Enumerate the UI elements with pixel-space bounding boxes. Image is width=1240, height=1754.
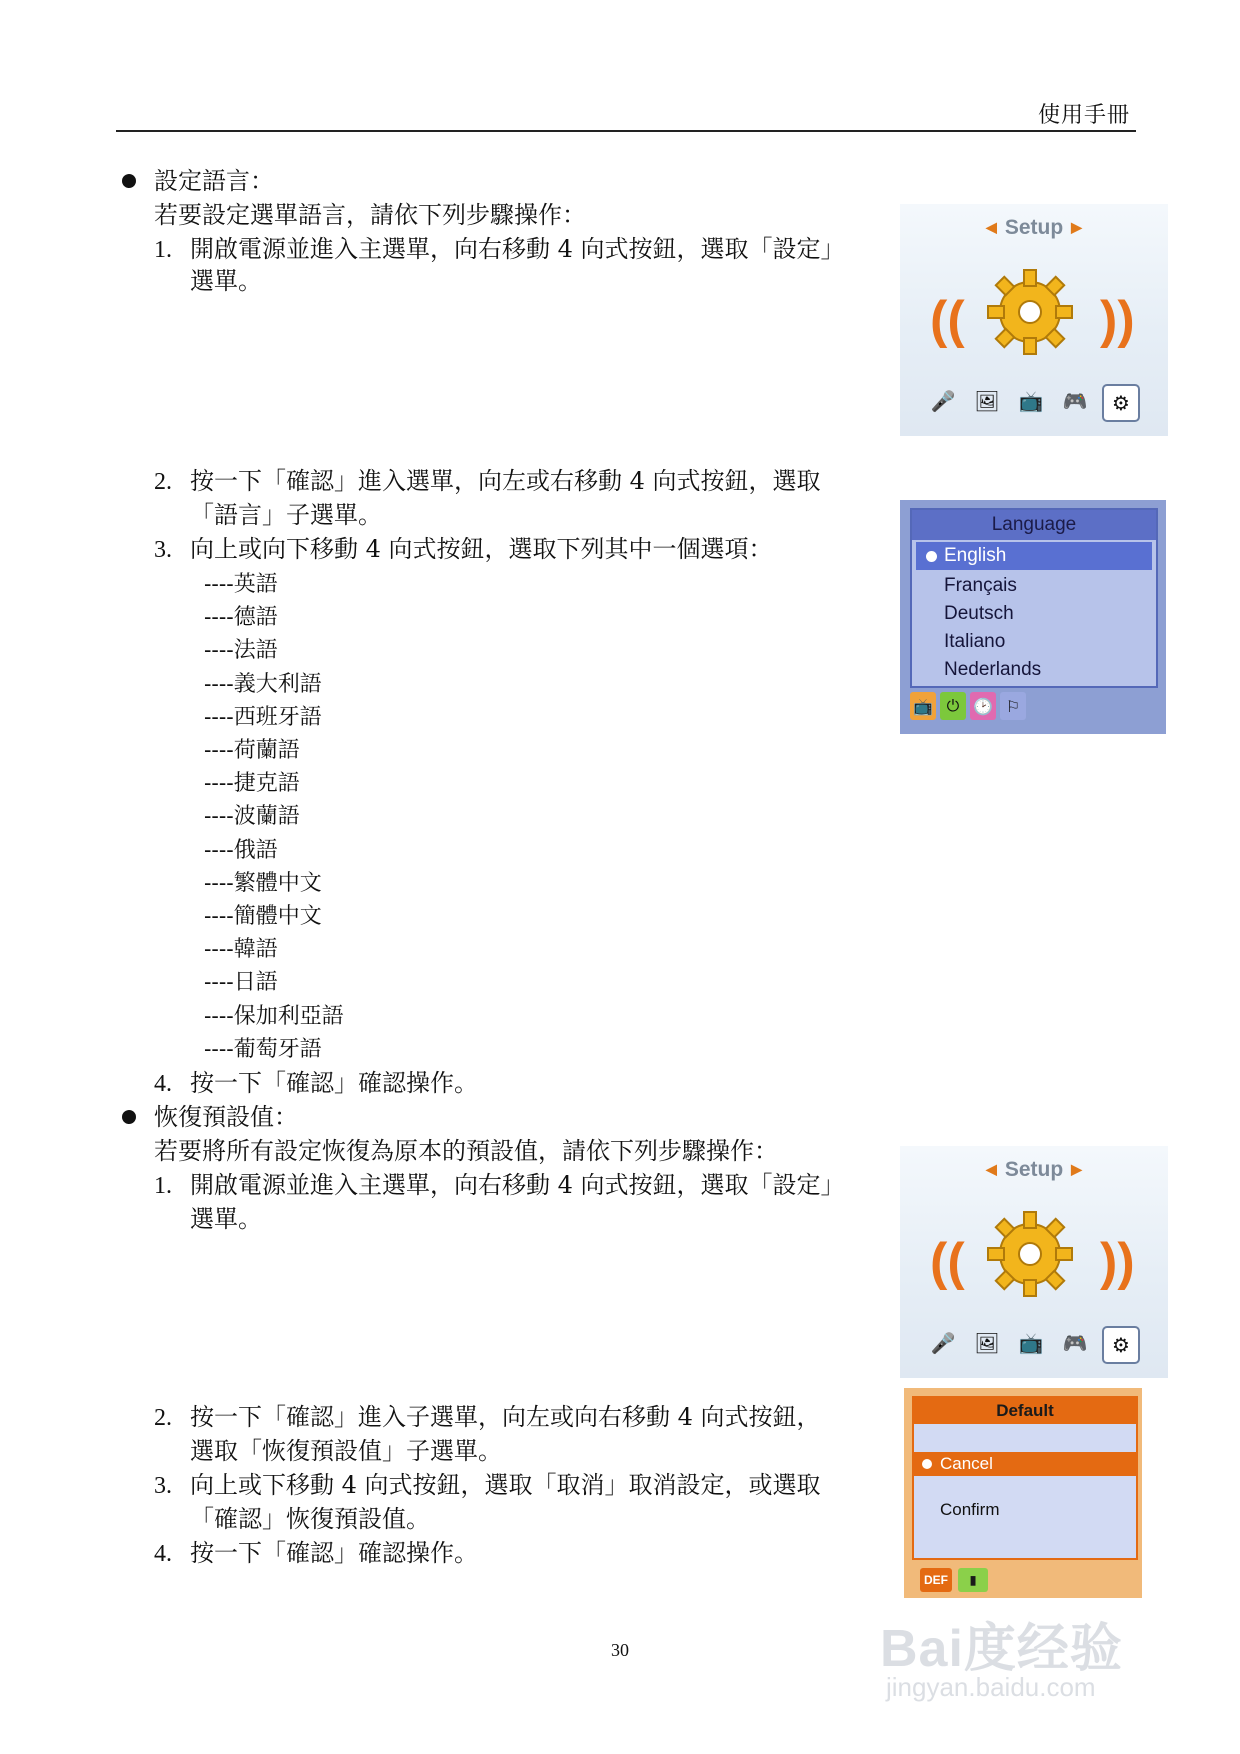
picture-icon: 🖼 xyxy=(974,389,1000,413)
setup-icon-row xyxy=(926,1326,1140,1364)
def-icon: DEF xyxy=(920,1568,952,1592)
language-option: ----繁體中文 xyxy=(204,870,322,896)
s1-step3-line1 xyxy=(154,532,773,567)
language-option: ----日語 xyxy=(204,970,278,996)
language-screen-image xyxy=(900,500,1166,734)
step-text: 按一下「確認」確認操作。 xyxy=(190,1069,478,1097)
language-option-list xyxy=(204,568,344,1066)
header-rule xyxy=(116,130,1136,132)
left-bracket-icon: (( xyxy=(930,291,965,349)
step-text: 按一下「確認」進入子選單，向左或向右移動 4 向式按鈕， xyxy=(190,1403,821,1431)
right-bracket-icon: )) xyxy=(1100,1233,1135,1291)
bullet-icon xyxy=(122,1110,136,1124)
setup-icon-row xyxy=(926,384,1140,422)
setup-title-text: Setup xyxy=(1004,1158,1064,1181)
watermark-url: jingyan.baidu.com xyxy=(886,1672,1096,1702)
setup-screen-image xyxy=(900,1146,1168,1378)
language-option: ----捷克語 xyxy=(204,771,300,797)
clock-screen-icon: 🕑 xyxy=(970,692,996,720)
language-option: ----葡萄牙語 xyxy=(204,1036,322,1062)
s1-step1-line1 xyxy=(154,232,845,267)
tv-icon: 📺 xyxy=(910,692,936,720)
language-screen-option: English xyxy=(916,542,1152,570)
setup-screen-title xyxy=(900,216,1168,240)
s2-step2-line1 xyxy=(154,1400,821,1435)
step-text: 開啟電源並進入主選單，向右移動 4 向式按鈕，選取「設定」 xyxy=(190,235,845,263)
language-option: ----法語 xyxy=(204,638,278,664)
tv-icon: 📺 xyxy=(1018,1331,1044,1355)
gear-icon xyxy=(980,1204,1080,1304)
setup-screen-image xyxy=(900,204,1168,436)
language-option: ----保加利亞語 xyxy=(204,1003,344,1029)
left-arrow-icon: ◀ xyxy=(986,219,997,235)
language-footer-icons xyxy=(910,692,1026,720)
left-bracket-icon: (( xyxy=(930,1233,965,1291)
gear-icon xyxy=(980,262,1080,362)
gear-icon: ⚙ xyxy=(1102,384,1140,422)
default-screen-title: Default xyxy=(914,1398,1136,1424)
right-arrow-icon: ▶ xyxy=(1071,1161,1082,1177)
language-screen-title: Language xyxy=(912,510,1156,540)
gear-icon: ⚙ xyxy=(1102,1326,1140,1364)
language-screen-option: Italiano xyxy=(944,631,1006,652)
power-icon: ⏻ xyxy=(940,692,966,720)
baidu-watermark xyxy=(880,1600,1180,1710)
right-bracket-icon: )) xyxy=(1100,291,1135,349)
language-option: ----義大利語 xyxy=(204,671,322,697)
default-footer-icons xyxy=(920,1568,988,1592)
step-text: 按一下「確認」確認操作。 xyxy=(190,1539,478,1567)
step-text: 向上或下移動 4 向式按鈕，選取「取消」取消設定，或選取 xyxy=(190,1471,821,1499)
picture-icon: 🖼 xyxy=(974,1331,1000,1355)
s2-step1-line1 xyxy=(154,1168,845,1203)
battery-icon: ▮ xyxy=(958,1568,988,1592)
step-text: 向上或向下移動 4 向式按鈕，選取下列其中一個選項： xyxy=(190,535,773,563)
language-screen-option: Deutsch xyxy=(944,603,1014,624)
language-screen-option: Français xyxy=(944,575,1017,596)
gamepad-icon: 🎮 xyxy=(1062,1331,1088,1355)
section1-heading: 設定語言： xyxy=(154,167,274,195)
step-number: 1. xyxy=(154,1173,172,1199)
language-option: ----簡體中文 xyxy=(204,904,322,930)
step-number: 4. xyxy=(154,1541,172,1567)
watermark-brand: Bai度经验 xyxy=(880,1620,1123,1678)
section1-intro: 若要設定選單語言，請依下列步驟操作： xyxy=(154,201,586,229)
setup-screen-title xyxy=(900,1158,1168,1182)
language-panel xyxy=(910,508,1158,688)
step-text: 按一下「確認」進入選單，向左或右移動 4 向式按鈕，選取 xyxy=(190,467,821,495)
microphone-icon: 🎤 xyxy=(930,1331,956,1355)
language-option: ----西班牙語 xyxy=(204,704,322,730)
s1-step4-line1 xyxy=(154,1066,478,1101)
language-option: ----荷蘭語 xyxy=(204,738,300,764)
default-screen-option: Confirm xyxy=(940,1500,1000,1519)
s2-step3-line2: 「確認」恢復預設值。 xyxy=(190,1505,430,1533)
s1-step2-line2: 「語言」子選單。 xyxy=(190,501,382,529)
language-option: ----英語 xyxy=(204,572,278,597)
default-screen-image xyxy=(904,1388,1142,1598)
language-option: ----波蘭語 xyxy=(204,804,300,830)
step-number: 2. xyxy=(154,1405,172,1431)
gamepad-icon: 🎮 xyxy=(1062,389,1088,413)
default-screen-option: Cancel xyxy=(914,1452,1136,1476)
step-number: 4. xyxy=(154,1071,172,1097)
step-number: 2. xyxy=(154,469,172,495)
s1-step1-line2: 選單。 xyxy=(190,267,262,295)
language-icon: ⚐ xyxy=(1000,692,1026,720)
language-screen-option: Nederlands xyxy=(944,659,1042,680)
default-panel xyxy=(912,1396,1138,1560)
setup-title-text: Setup xyxy=(1004,216,1064,239)
page-number: 30 xyxy=(611,1640,629,1660)
s2-step4-line1 xyxy=(154,1536,478,1571)
step-number: 1. xyxy=(154,237,172,263)
step-text: 開啟電源並進入主選單，向右移動 4 向式按鈕，選取「設定」 xyxy=(190,1171,845,1199)
s2-step1-line2: 選單。 xyxy=(190,1205,262,1233)
language-option: ----韓語 xyxy=(204,937,278,963)
s1-step2-line1 xyxy=(154,464,821,499)
section2-intro: 若要將所有設定恢復為原本的預設值，請依下列步驟操作： xyxy=(154,1137,778,1165)
microphone-icon: 🎤 xyxy=(930,389,956,413)
language-option: ----德語 xyxy=(204,605,278,631)
s2-step3-line1 xyxy=(154,1468,821,1503)
section2-heading: 恢復預設值： xyxy=(154,1103,298,1131)
step-number: 3. xyxy=(154,537,172,563)
step-number: 3. xyxy=(154,1473,172,1499)
language-option: ----俄語 xyxy=(204,837,278,863)
right-arrow-icon: ▶ xyxy=(1071,219,1082,235)
left-arrow-icon: ◀ xyxy=(986,1161,997,1177)
tv-icon: 📺 xyxy=(1018,389,1044,413)
bullet-icon xyxy=(122,174,136,188)
header-title: 使用手冊 xyxy=(1037,103,1130,128)
s2-step2-line2: 選取「恢復預設值」子選單。 xyxy=(190,1437,502,1465)
